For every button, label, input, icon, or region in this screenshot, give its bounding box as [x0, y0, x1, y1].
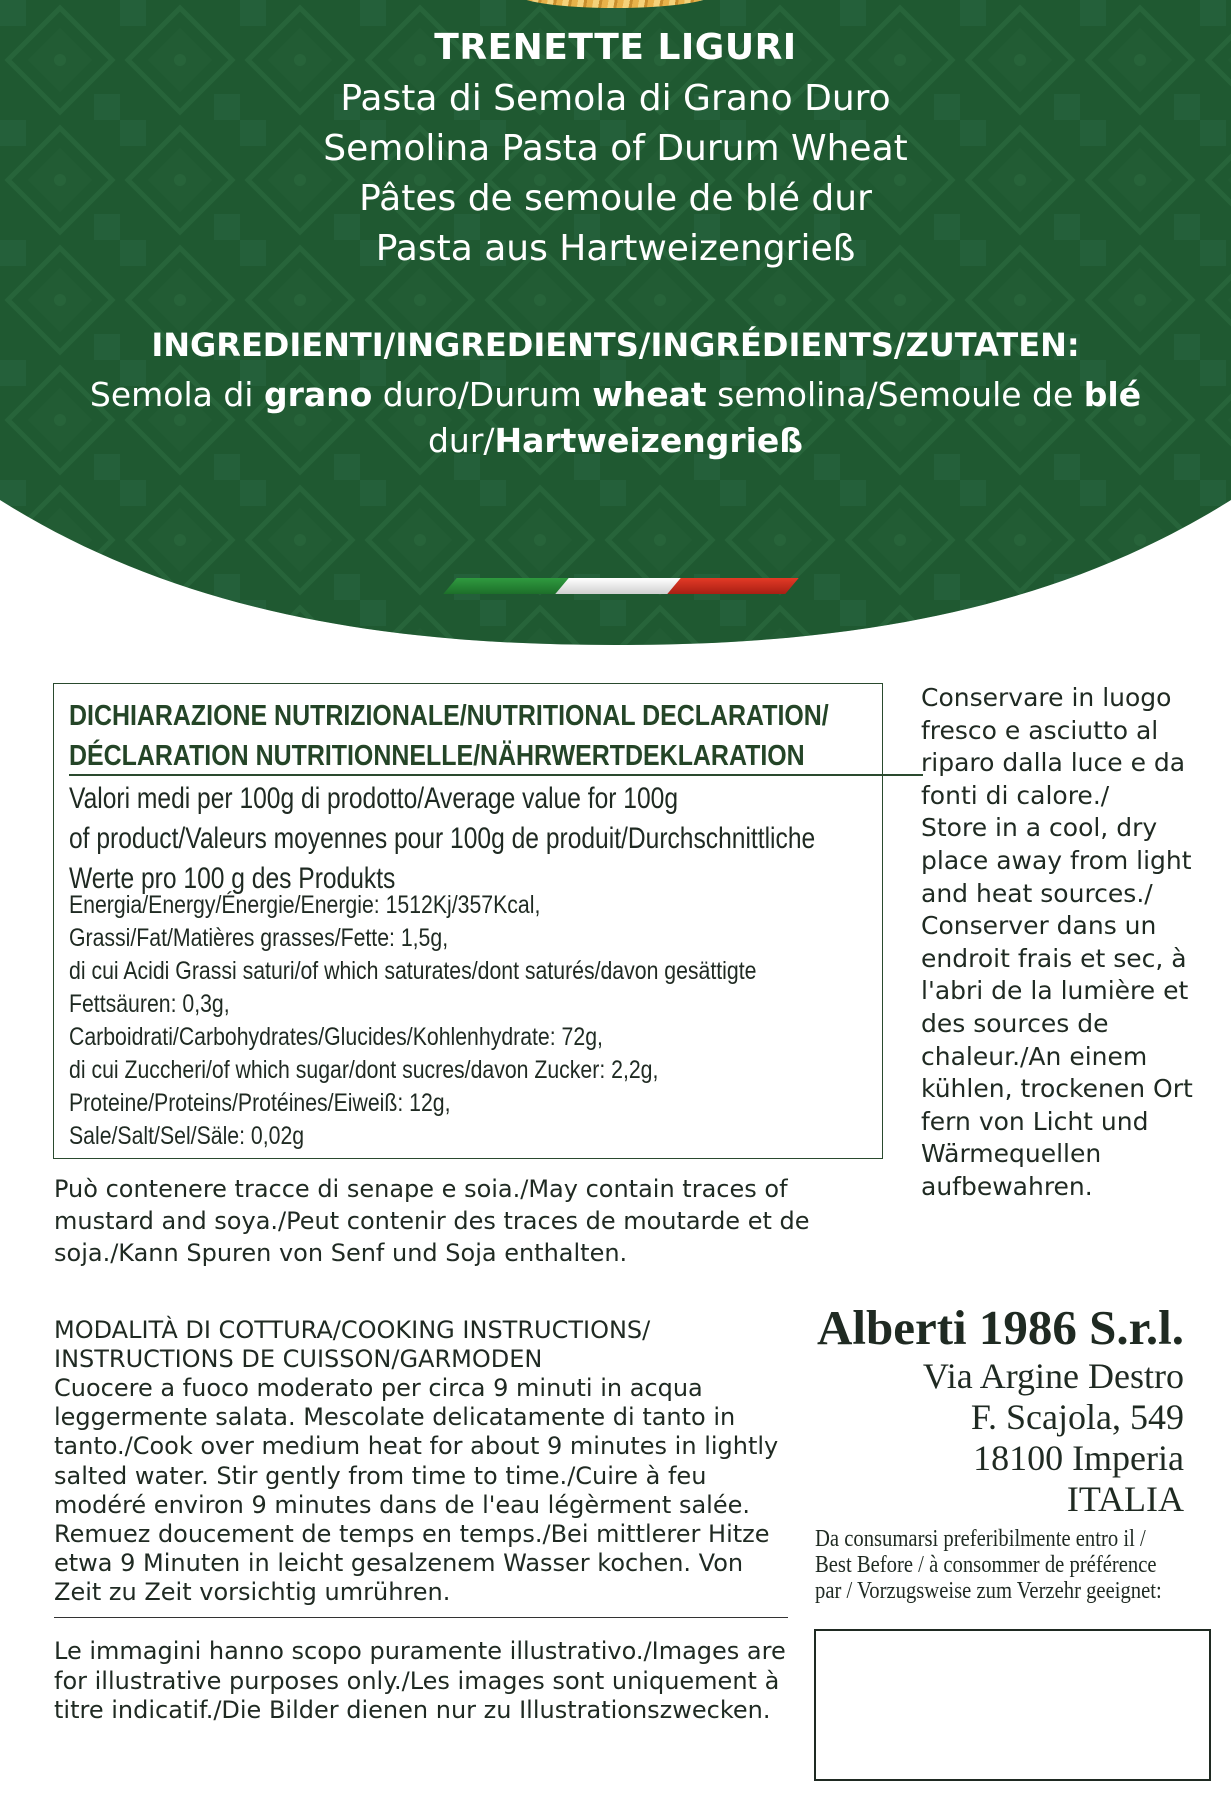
subtitle-italian: Pasta di Semola di Grano Duro [340, 78, 891, 119]
ingredients-part: Semola di [89, 375, 264, 414]
address-line: F. Scajola, 549 [970, 1397, 1184, 1437]
disclaimer-line: titre indicatif./Die Bilder dienen nur zu Illustrationszwecken. [54, 1696, 771, 1724]
allergen-line: mustard and soya./Peut contenir des traces de moutarde et de [54, 1207, 810, 1235]
storage-line: riparo dalla luce e da [921, 748, 1186, 778]
nutrition-title-line: DÉCLARATION NUTRITIONNELLE/NÄHRWERTDEKLARATION [69, 740, 805, 772]
disclaimer-line: Le immagini hanno scopo puramente illustrativo./Images are [54, 1637, 786, 1665]
nutrition-row-salt: Sale/Salt/Sel/Säle: 0,02g [69, 1122, 305, 1150]
nutrition-row-saturates: di cui Acidi Grassi saturi/of which saturates/dont saturés/davon gesättigte [69, 957, 757, 985]
storage-line: fresco e asciutto al [921, 715, 1159, 745]
producer-name: Alberti 1986 S.r.l. [816, 1300, 1184, 1355]
cooking-title-line: INSTRUCTIONS DE CUISSON/GARMODEN [54, 1345, 543, 1373]
disclaimer-line: for illustrative purposes only./Les images sont uniquement à [54, 1666, 780, 1695]
cooking-title-line: MODALITÀ DI COTTURA/COOKING INSTRUCTIONS/ [54, 1316, 651, 1344]
storage-instructions [921, 682, 1221, 1204]
ingredients-heading: INGREDIENTI/INGREDIENTS/INGRÉDIENTS/ZUTATEN: [151, 326, 1080, 364]
cooking-line: tanto./Cook over medium heat for about 9 minutes in lightly [54, 1432, 779, 1461]
ingredients-part: duro/Durum [372, 375, 593, 414]
cooking-line: salted water. Stir gently from time to time./Cuire à feu [54, 1461, 707, 1490]
address-country: ITALIA [1066, 1479, 1184, 1519]
flag-stripe-red [667, 578, 798, 594]
address-line: 18100 Imperia [973, 1438, 1184, 1478]
product-name: TRENETTE LIGURI [434, 27, 797, 68]
best-before-line: par / Vorzugsweise zum Verzehr geeignet: [815, 1578, 1162, 1604]
nutrition-row-carbohydrates: Carboidrati/Carbohydrates/Glucides/Kohlenhydrate: 72g, [69, 1023, 603, 1051]
nutrition-average-line: of product/Valeurs moyennes pour 100g de produit/Durchschnittliche [69, 822, 816, 855]
nutrition-row-protein: Proteine/Proteins/Protéines/Eiweiß: 12g, [69, 1089, 451, 1117]
ingredients-allergen: wheat [592, 375, 707, 414]
storage-line: Conservare in luogo [921, 683, 1172, 712]
ingredients-allergen: blé [1083, 375, 1142, 414]
cooking-line: Zeit zu Zeit vorsichtig umrühren. [54, 1578, 451, 1607]
cooking-line: Cuocere a fuoco moderato per circa 9 minuti in acqua [54, 1374, 703, 1402]
allergen-line: soja./Kann Spuren von Senf und Soja enthalten. [54, 1239, 628, 1267]
section-divider [54, 1617, 788, 1618]
subtitle-german: Pasta aus Hartweizengrieß [375, 228, 856, 269]
cooking-line: etwa 9 Minuten in leicht gesalzenem Wasser kochen. Von [54, 1549, 744, 1578]
address-line: Via Argine Destro [922, 1356, 1184, 1396]
flag-stripe-white [555, 578, 686, 594]
nutrition-title-line: DICHIARAZIONE NUTRIZIONALE/NUTRITIONAL DECLARATION/ [69, 700, 829, 732]
nutrition-row-sugar: di cui Zuccheri/of which sugar/dont sucres/davon Zucker: 2,2g, [69, 1056, 659, 1084]
storage-line: fonti di calore./ [921, 780, 1110, 810]
nutrition-row-energy: Energia/Energy/Énergie/Energie: 1512Kj/357Kcal, [69, 891, 541, 919]
allergen-warning [54, 1173, 884, 1269]
storage-line: kühlen, trockenen Ort [921, 1074, 1193, 1104]
nutrition-title [69, 696, 829, 776]
cooking-instructions [54, 1374, 794, 1608]
producer-address [790, 1300, 1184, 1520]
storage-line: chaleur./An einem [921, 1041, 1148, 1071]
ingredients-part: semolina/Semoule de [706, 375, 1084, 414]
ingredients-allergen: Hartweizengrieß [494, 421, 804, 460]
subtitle-french: Pâtes de semoule de blé dur [359, 178, 872, 219]
cooking-line: Remuez doucement de temps en temps./Bei mittlerer Hitze [54, 1520, 770, 1549]
storage-line: des sources de [921, 1008, 1109, 1038]
best-before-date-box [814, 1629, 1211, 1781]
storage-line: Store in a cool, dry [921, 813, 1158, 843]
storage-line: aufbewahren. [921, 1171, 1093, 1201]
storage-line: Wärmequellen [921, 1139, 1102, 1169]
storage-line: place away from light [921, 845, 1192, 875]
nutrition-divider [69, 774, 923, 776]
allergen-line: Può contenere tracce di senape e soia./May contain traces of [54, 1175, 788, 1203]
storage-line: fern von Licht und [921, 1106, 1149, 1136]
nutrition-row-saturates-value: Fettsäuren: 0,3g, [69, 990, 230, 1018]
ingredients-allergen: grano [263, 375, 373, 414]
flag-stripe-green [443, 578, 574, 594]
storage-line: endroit frais et sec, à [921, 943, 1187, 973]
nutrition-table [53, 683, 883, 1159]
nutrition-row-fat: Grassi/Fat/Matières grasses/Fette: 1,5g, [69, 924, 449, 952]
nutrition-average-note [69, 779, 815, 899]
storage-line: Conserver dans un [921, 911, 1157, 941]
nutrition-values [69, 889, 756, 1153]
cooking-line: modéré environ 9 minutes dans de l'eau légèrment salée. [54, 1490, 750, 1519]
nutrition-average-line: Valori medi per 100g di prodotto/Average value for 100g [69, 782, 679, 815]
storage-line: l'abri de la lumière et [921, 976, 1189, 1006]
best-before-line: Best Before / à consommer de préférence [815, 1552, 1157, 1578]
cooking-line: leggermente salata. Mescolate delicatamente di tanto in [54, 1403, 736, 1432]
ingredients-part: dur/ [427, 421, 495, 460]
best-before-label [815, 1526, 1162, 1604]
ingredients-text [80, 372, 1151, 464]
image-disclaimer [54, 1637, 814, 1726]
cooking-title [54, 1316, 754, 1374]
subtitle-english: Semolina Pasta of Durum Wheat [323, 128, 908, 169]
storage-line: and heat sources./ [921, 878, 1153, 908]
nutrition-average-line: Werte pro 100 g des Produkts [69, 862, 396, 895]
best-before-line: Da consumarsi preferibilmente entro il / [815, 1526, 1146, 1552]
